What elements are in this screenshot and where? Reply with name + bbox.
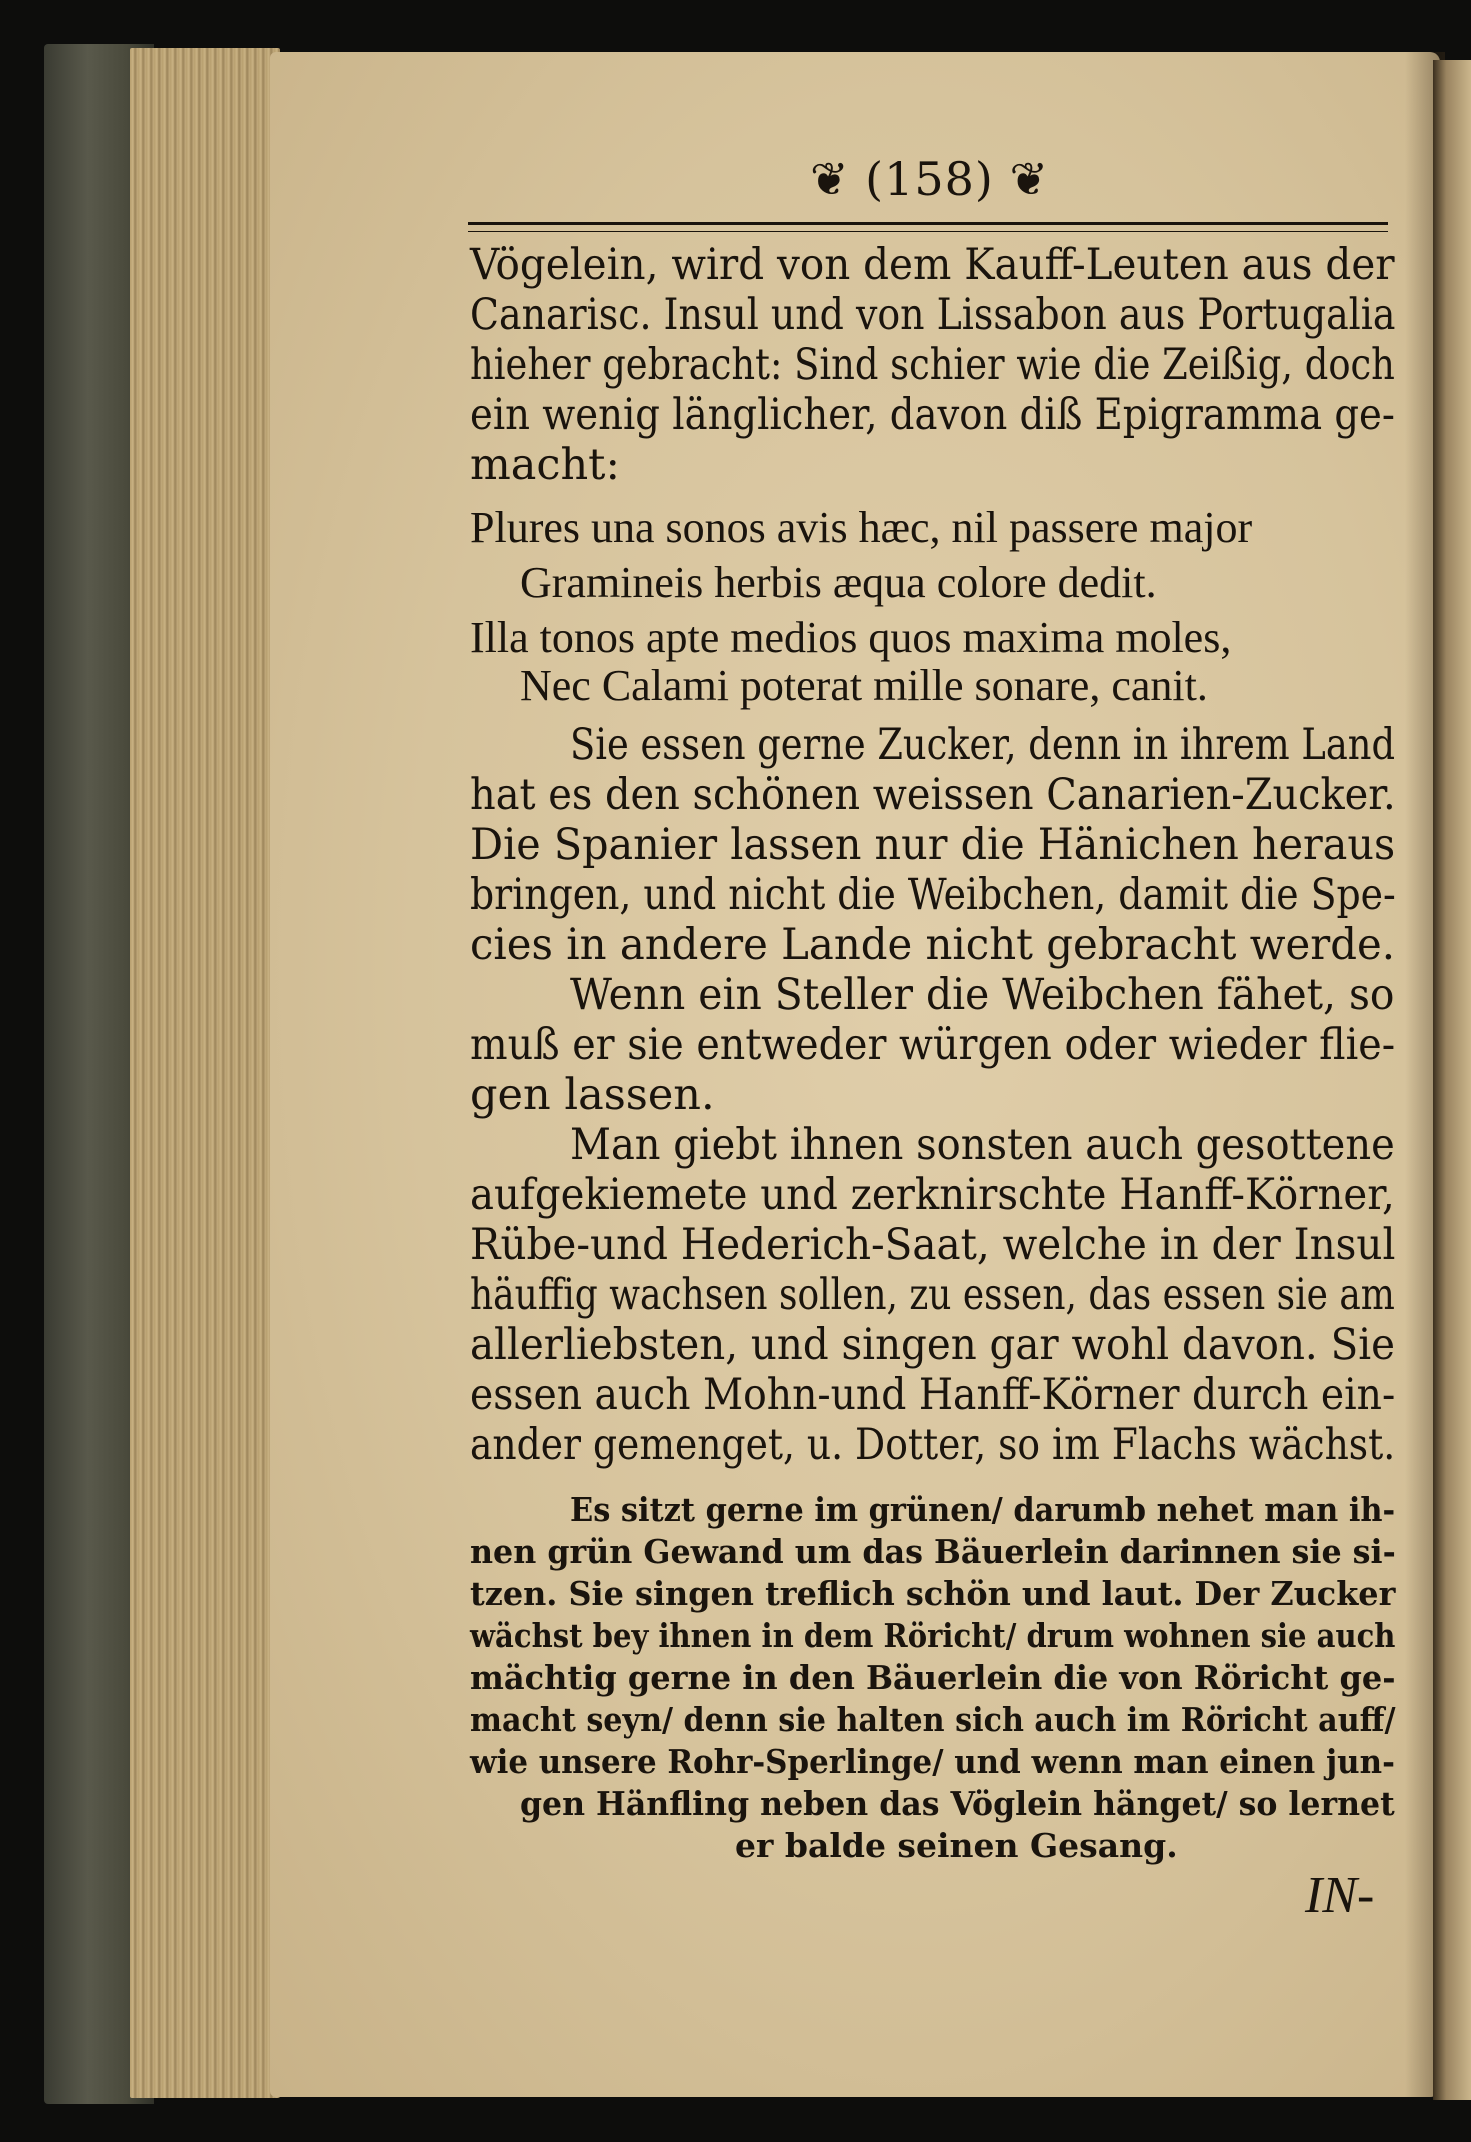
text-line: ander gemenget, u. Dotter, so im Flachs wächst. [470,1420,1396,1470]
text-line: Die Spanier lassen nur die Hänichen heraus [470,820,1396,870]
text-line: essen auch Mohn-und Hanff-Körner durch ein- [470,1370,1396,1420]
note-line: Es sitzt gerne im grünen/ darumb nehet man ih- [570,1490,1396,1529]
text-line: allerliebsten, und singen gar wohl davon. Sie [470,1320,1395,1370]
text-line: hat es den schönen weissen Canarien-Zucker. [470,770,1396,820]
note-line: macht seyn/ denn sie halten sich auch im Röricht auff/ [470,1700,1396,1739]
text-line: Wenn ein Steller die Weibchen fähet, so [570,970,1395,1020]
verse-line: Nec Calami poterat mille sonare, canit. [520,661,1208,710]
verse-line: Plures una sonos avis hæc, nil passere major [470,503,1253,552]
catchword: IN- [1305,1867,1375,1924]
facing-page-edge [1433,60,1471,2100]
page-edges [130,48,280,2098]
text-line: macht: [470,440,620,490]
text-line: Sie essen gerne Zucker, denn in ihrem Land [570,720,1396,770]
note-line: wächst bey ihnen in dem Röricht/ drum wohnen sie auch [470,1616,1396,1655]
text-line: Canarisc. Insul und von Lissabon aus Portugalia [470,290,1396,340]
header-rule [468,222,1388,232]
verse-line: Illa tonos apte medios quos maxima moles, [470,613,1232,662]
text-line: gen lassen. [470,1070,715,1120]
text-line: ein wenig länglicher, davon diß Epigramma ge- [470,390,1395,440]
text-line: häuffig wachsen sollen, zu essen, das essen sie am [470,1270,1395,1320]
text-line: bringen, und nicht die Weibchen, damit die Spe- [470,870,1396,920]
text-line: aufgekiemete und zerknirschte Hanff-Körner, [470,1170,1395,1220]
verse-line: Gramineis herbis æqua colore dedit. [520,558,1157,607]
text-line: hieher gebracht: Sind schier wie die Zeißig, doch [470,340,1395,390]
text-line: muß er sie entweder würgen oder wieder flie- [470,1020,1396,1070]
note-line: mächtig gerne in den Bäuerlein die von Röricht ge- [470,1658,1396,1697]
note-line: nen grün Gewand um das Bäuerlein darinnen sie si- [470,1532,1396,1571]
note-line: gen Hänfling neben das Vöglein hänget/ so lernet [520,1784,1395,1823]
note-line: er balde seinen Gesang. [735,1826,1178,1865]
text-line: Rübe-und Hederich-Saat, welche in der Insul [470,1220,1396,1270]
note-line: tzen. Sie singen treflich schön und laut. Der Zucker [470,1574,1396,1613]
text-line: cies in andere Lande nicht gebracht werde. [470,920,1396,970]
text-line: Man giebt ihnen sonsten auch gesottene [570,1120,1395,1170]
text-line: Vögelein, wird von dem Kauff-Leuten aus der [470,240,1395,290]
page-header: ❦ (158) ❦ [810,152,1050,206]
note-line: wie unsere Rohr-Sperlinge/ und wenn man einen jun- [470,1742,1395,1781]
